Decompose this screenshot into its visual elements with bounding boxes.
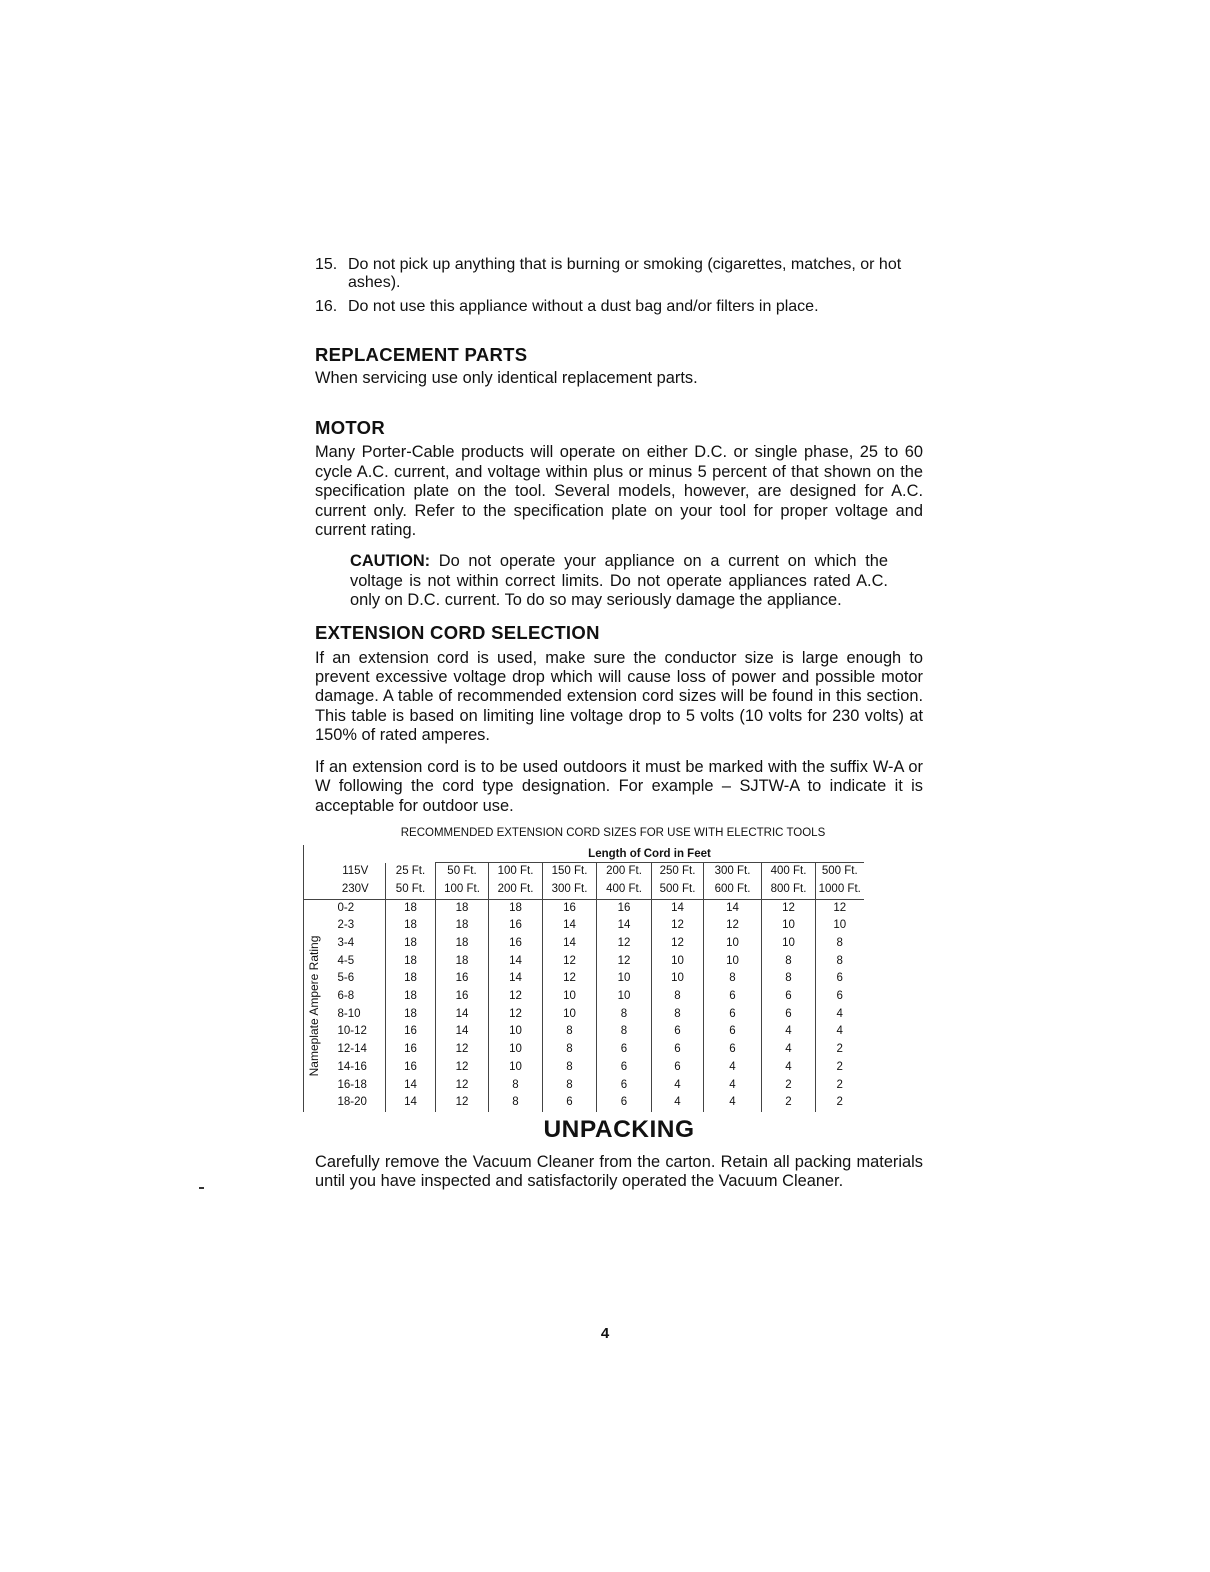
table-caption: RECOMMENDED EXTENSION CORD SIZES FOR USE WITH ELECTRIC TOOLS: [400, 826, 826, 839]
length-115-cell: 200 Ft.: [597, 863, 652, 881]
wire-gauge-cell: 16: [386, 1041, 436, 1059]
wire-gauge-cell: 18: [386, 953, 436, 971]
wire-gauge-cell: 16: [543, 899, 597, 917]
wire-gauge-cell: 16: [436, 970, 489, 988]
wire-gauge-cell: 16: [386, 1023, 436, 1041]
wire-gauge-cell: 4: [816, 1023, 864, 1041]
ampere-range: 8-10: [337, 1007, 361, 1020]
wire-gauge-cell: 10: [489, 1059, 543, 1077]
wire-gauge-cell: 10: [597, 988, 652, 1006]
cord-size-table-block: [303, 826, 923, 1112]
wire-gauge-cell: 8: [762, 953, 816, 971]
row-axis-label: [304, 899, 326, 1112]
table-row: [304, 917, 864, 935]
wire-gauge-cell: 2: [816, 1077, 864, 1095]
wire-gauge-cell: 12: [597, 953, 652, 971]
row-axis-label-text: Nameplate Ampere Rating: [306, 935, 321, 1077]
length-230-cell: 600 Ft.: [704, 881, 762, 899]
replacement-parts-heading: REPLACEMENT PARTS: [315, 344, 528, 365]
wire-gauge-cell: 4: [762, 1041, 816, 1059]
ampere-range: 5-6: [337, 972, 355, 985]
length-230-cell: 400 Ft.: [597, 881, 652, 899]
wire-gauge-cell: 10: [489, 1023, 543, 1041]
length-115-cell: 150 Ft.: [543, 863, 597, 881]
table-row: [304, 988, 864, 1006]
wire-gauge-cell: 10: [704, 935, 762, 953]
wire-gauge-cell: 16: [489, 935, 543, 953]
wire-gauge-cell: 10: [543, 988, 597, 1006]
wire-gauge-cell: 4: [762, 1059, 816, 1077]
length-115-cell: 500 Ft.: [816, 863, 864, 881]
wire-gauge-cell: 18: [386, 899, 436, 917]
wire-gauge-cell: 10: [597, 970, 652, 988]
wire-gauge-cell: 12: [652, 917, 704, 935]
wire-gauge-cell: 12: [436, 1077, 489, 1095]
voltage-230-label: 230V: [326, 881, 386, 899]
wire-gauge-cell: 18: [386, 1006, 436, 1024]
wire-gauge-cell: 12: [597, 935, 652, 953]
wire-gauge-cell: 6: [597, 1077, 652, 1095]
wire-gauge-cell: 4: [652, 1094, 704, 1112]
ampere-range: 12-14: [337, 1043, 367, 1056]
wire-gauge-cell: 2: [816, 1041, 864, 1059]
wire-gauge-cell: 4: [704, 1059, 762, 1077]
table-row: [304, 935, 864, 953]
wire-gauge-cell: 10: [543, 1006, 597, 1024]
wire-gauge-cell: 4: [704, 1094, 762, 1112]
wire-gauge-cell: 14: [436, 1023, 489, 1041]
length-230-cell: 100 Ft.: [436, 881, 489, 899]
length-115-cell: 25 Ft.: [386, 863, 436, 881]
wire-gauge-cell: 12: [489, 988, 543, 1006]
wire-gauge-cell: 2: [816, 1059, 864, 1077]
unpacking-heading: UNPACKING: [543, 1115, 695, 1143]
wire-gauge-cell: 2: [762, 1094, 816, 1112]
wire-gauge-cell: 14: [597, 917, 652, 935]
wire-gauge-cell: 8: [597, 1023, 652, 1041]
wire-gauge-cell: 16: [386, 1059, 436, 1077]
page-content: [306, 256, 923, 1192]
length-header: Length of Cord in Feet: [436, 845, 864, 863]
unpacking-text: Carefully remove the Vacuum Cleaner from the carton. Retain all packing materials until you have inspected and satisfactorily operated the Vacuum Cleaner.: [315, 1152, 923, 1191]
wire-gauge-cell: 6: [816, 988, 864, 1006]
wire-gauge-cell: 6: [704, 1041, 762, 1059]
wire-gauge-cell: 6: [762, 988, 816, 1006]
wire-gauge-cell: 14: [386, 1077, 436, 1095]
wire-gauge-cell: 6: [816, 970, 864, 988]
wire-gauge-cell: 18: [386, 988, 436, 1006]
wire-gauge-cell: 16: [597, 899, 652, 917]
length-115-cell: 50 Ft.: [436, 863, 489, 881]
wire-gauge-cell: 12: [436, 1094, 489, 1112]
wire-gauge-cell: 14: [543, 917, 597, 935]
wire-gauge-cell: 18: [386, 935, 436, 953]
wire-gauge-cell: 8: [489, 1094, 543, 1112]
wire-gauge-cell: 2: [816, 1094, 864, 1112]
list-item: [315, 256, 923, 292]
wire-gauge-cell: 10: [816, 917, 864, 935]
wire-gauge-cell: 8: [543, 1041, 597, 1059]
caution-note: [350, 552, 888, 610]
list-number: 16.: [315, 298, 338, 315]
wire-gauge-cell: 10: [704, 953, 762, 971]
page-number: 4: [600, 1325, 610, 1342]
caution-text: Do not operate your appliance on a current on which the voltage is not within correct limits. Do not operate appliances rated A.C. only on D.C. current. To do so may seriously damage the appliance.: [350, 552, 888, 610]
cord-size-table: [303, 845, 864, 1112]
wire-gauge-cell: 12: [762, 899, 816, 917]
ampere-range: 3-4: [337, 936, 355, 949]
extension-cord-heading: EXTENSION CORD SELECTION: [315, 621, 600, 643]
wire-gauge-cell: 14: [652, 899, 704, 917]
table-row: [304, 1006, 864, 1024]
wire-gauge-cell: 8: [704, 970, 762, 988]
wire-gauge-cell: 4: [704, 1077, 762, 1095]
table-row: [304, 970, 864, 988]
motor-text: Many Porter-Cable products will operate on either D.C. or single phase, 25 to 60 cycle A.C. current, and voltage within plus or minus 5 percent of that shown on the specification plate on the tool. Several models, however, are designed for A.C. current only. Refer to the specification plate on your tool for proper voltage and current rating.: [315, 443, 923, 540]
wire-gauge-cell: 6: [597, 1094, 652, 1112]
wire-gauge-cell: 10: [762, 935, 816, 953]
ampere-range: 14-16: [337, 1060, 367, 1073]
wire-gauge-cell: 16: [489, 917, 543, 935]
wire-gauge-cell: 8: [816, 953, 864, 971]
table-row: [304, 953, 864, 971]
ampere-range: 2-3: [337, 919, 355, 932]
table-row: [304, 1023, 864, 1041]
outdoor-use-text: If an extension cord is to be used outdoors it must be marked with the suffix W-A or W following the cord type designation. For example – SJTW-A to indicate it is acceptable for outdoor use.: [315, 757, 923, 815]
ampere-range: 18-20: [337, 1096, 367, 1109]
length-230-cell: 800 Ft.: [762, 881, 816, 899]
wire-gauge-cell: 4: [762, 1023, 816, 1041]
ampere-range: 0-2: [337, 901, 355, 914]
wire-gauge-cell: 6: [597, 1041, 652, 1059]
length-230-cell: 200 Ft.: [489, 881, 543, 899]
table-row: [304, 899, 864, 917]
wire-gauge-cell: 6: [704, 988, 762, 1006]
ampere-range: 10-12: [337, 1025, 367, 1038]
ampere-range: 4-5: [337, 954, 355, 967]
motor-heading: MOTOR: [315, 417, 386, 439]
length-115-cell: 400 Ft.: [762, 863, 816, 881]
wire-gauge-cell: 10: [489, 1041, 543, 1059]
wire-gauge-cell: 18: [386, 917, 436, 935]
wire-gauge-cell: 8: [762, 970, 816, 988]
wire-gauge-cell: 10: [762, 917, 816, 935]
wire-gauge-cell: 8: [543, 1077, 597, 1095]
table-row: [304, 1094, 864, 1112]
list-text: Do not use this appliance without a dust bag and/or filters in place.: [348, 298, 819, 315]
wire-gauge-cell: 2: [762, 1077, 816, 1095]
replacement-parts-text: When servicing use only identical replacement parts.: [315, 369, 698, 387]
wire-gauge-cell: 12: [436, 1059, 489, 1077]
wire-gauge-cell: 14: [543, 935, 597, 953]
wire-gauge-cell: 12: [543, 953, 597, 971]
wire-gauge-cell: 14: [386, 1094, 436, 1112]
wire-gauge-cell: 8: [652, 988, 704, 1006]
list-number: 15.: [315, 256, 338, 273]
wire-gauge-cell: 8: [816, 935, 864, 953]
wire-gauge-cell: 8: [543, 1059, 597, 1077]
length-230-cell: 300 Ft.: [543, 881, 597, 899]
wire-gauge-cell: 18: [436, 935, 489, 953]
wire-gauge-cell: 8: [652, 1006, 704, 1024]
wire-gauge-cell: 12: [489, 1006, 543, 1024]
wire-gauge-cell: 8: [489, 1077, 543, 1095]
wire-gauge-cell: 6: [652, 1041, 704, 1059]
length-230-cell: 1000 Ft.: [816, 881, 864, 899]
wire-gauge-cell: 4: [816, 1006, 864, 1024]
wire-gauge-cell: 6: [543, 1094, 597, 1112]
length-230-cell: 50 Ft.: [386, 881, 436, 899]
list-text: Do not pick up anything that is burning or smoking (cigarettes, matches, or hot ashes).: [348, 256, 902, 291]
wire-gauge-cell: 12: [704, 917, 762, 935]
extension-cord-text: If an extension cord is used, make sure the conductor size is large enough to prevent excessive voltage drop which will cause loss of power and possible motor damage. A table of recommended extension cord sizes will be found in this section. This table is based on limiting line voltage drop to 5 volts (10 volts for 230 volts) at 150% of rated amperes.: [315, 648, 923, 745]
wire-gauge-cell: 6: [652, 1059, 704, 1077]
wire-gauge-cell: 4: [652, 1077, 704, 1095]
table-row: [304, 1077, 864, 1095]
wire-gauge-cell: 18: [436, 917, 489, 935]
length-230-cell: 500 Ft.: [652, 881, 704, 899]
wire-gauge-cell: 6: [762, 1006, 816, 1024]
wire-gauge-cell: 6: [597, 1059, 652, 1077]
wire-gauge-cell: 12: [543, 970, 597, 988]
list-item: [315, 298, 923, 316]
wire-gauge-cell: 12: [816, 899, 864, 917]
length-115-cell: 100 Ft.: [489, 863, 543, 881]
ampere-range: 16-18: [337, 1078, 367, 1091]
table-row: [304, 1041, 864, 1059]
wire-gauge-cell: 10: [652, 953, 704, 971]
wire-gauge-cell: 16: [436, 988, 489, 1006]
length-115-cell: 250 Ft.: [652, 863, 704, 881]
length-115-cell: 300 Ft.: [704, 863, 762, 881]
wire-gauge-cell: 14: [489, 953, 543, 971]
wire-gauge-cell: 6: [704, 1006, 762, 1024]
wire-gauge-cell: 18: [436, 899, 489, 917]
wire-gauge-cell: 18: [436, 953, 489, 971]
margin-mark: [199, 1187, 204, 1189]
wire-gauge-cell: 18: [386, 970, 436, 988]
wire-gauge-cell: 8: [543, 1023, 597, 1041]
caution-label: CAUTION:: [350, 552, 431, 571]
wire-gauge-cell: 10: [652, 970, 704, 988]
wire-gauge-cell: 6: [704, 1023, 762, 1041]
wire-gauge-cell: 6: [652, 1023, 704, 1041]
voltage-115-label: 115V: [342, 864, 369, 877]
ampere-range: 6-8: [337, 990, 355, 1003]
wire-gauge-cell: 14: [436, 1006, 489, 1024]
wire-gauge-cell: 18: [489, 899, 543, 917]
wire-gauge-cell: 8: [597, 1006, 652, 1024]
wire-gauge-cell: 12: [436, 1041, 489, 1059]
wire-gauge-cell: 14: [704, 899, 762, 917]
wire-gauge-cell: 14: [489, 970, 543, 988]
table-row: [304, 1059, 864, 1077]
wire-gauge-cell: 12: [652, 935, 704, 953]
